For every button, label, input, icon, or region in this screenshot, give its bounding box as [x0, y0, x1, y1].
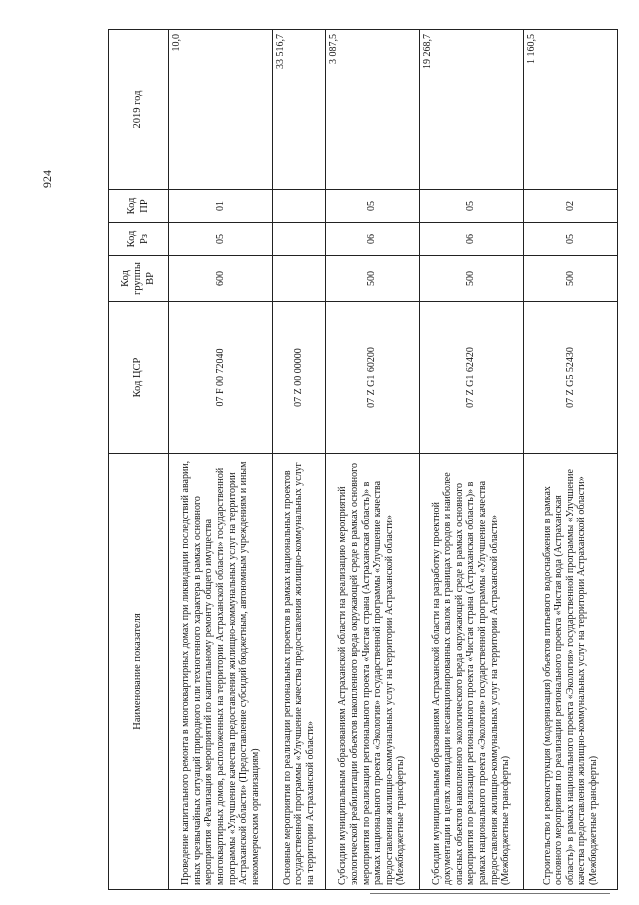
header-rz: Код Рз — [109, 223, 169, 256]
row-value: 3 087,5 — [325, 30, 419, 190]
budget-table — [108, 29, 618, 890]
header-name: Наименование показателя — [109, 454, 169, 890]
row-rz: 06 — [325, 223, 419, 256]
row-rz — [273, 223, 325, 256]
row-name: Субсидии муниципальным образованиям Астраханской области на реализацию мероприятий экологической реабилитации объектов накопленного вреда окружающей среде в рамках основного мероприятия по реализации регионального проекта «Чистая страна (Астраханская область)» в рамках национального проекта «Экология» государственной программы «Улучшение качества предоставления жилищно-коммунальных услуг на территории Астраханской области» (Межбюджетные трансферты) — [325, 454, 419, 890]
row-csr: 07 F 00 72040 — [169, 302, 273, 454]
table-header-row — [109, 30, 169, 890]
page-number: 924 — [40, 170, 54, 188]
row-csr: 07 Z G1 60200 — [325, 302, 419, 454]
row-value: 19 268,7 — [419, 30, 523, 190]
scan-edge-line — [370, 893, 610, 894]
header-vr: Код группы ВР — [109, 256, 169, 302]
row-vr: 600 — [169, 256, 273, 302]
row-name: Основные мероприятия по реализации региональных проектов в рамках национальных проектов государственной программы «Улучшение качества предоставления жилищно-коммунальных услуг на территории Астраханской области» — [273, 454, 325, 890]
header-csr: Код ЦСР — [109, 302, 169, 454]
rotated-table-page — [108, 30, 618, 890]
row-vr: 500 — [419, 256, 523, 302]
row-rz: 05 — [523, 223, 617, 256]
row-csr: 07 Z G1 62420 — [419, 302, 523, 454]
row-pr — [273, 190, 325, 223]
row-pr: 02 — [523, 190, 617, 223]
row-csr: 07 Z G5 52430 — [523, 302, 617, 454]
row-name: Проведение капитального ремонта в многоквартирных домах при ликвидации последствий аварии, иных чрезвычайных ситуаций природного или техногенного характера в рамках основного мероприятия «Реализация мероприятий по капитальному ремонту общего имущества многоквартирных домов, расположенных на территории Астраханской области» государственной программы «Улучшение качества предоставления жилищно-коммунальных услуг на территории Астраханской области» (Предоставление субсидий бюджетным, автономным учреждениям и иным некоммерческим организациям) — [169, 454, 273, 890]
table-row — [523, 30, 617, 890]
row-name: Субсидии муниципальным образованиям Астраханской области на разработку проектной документации в целях ликвидации несанкционированных свалок в границах городов и наиболее опасных объектов накопленного экологического вреда окружающей среде в рамках основного мероприятия по реализации регионального проекта «Чистая страна (Астраханская область)» в рамках национального проекта «Экология» государственной программы «Улучшение качества предоставления жилищно-коммунальных услуг на территории Астраханской области» (Межбюджетные трансферты) — [419, 454, 523, 890]
table-row — [419, 30, 523, 890]
table-row — [325, 30, 419, 890]
row-name: Строительство и реконструкция (модернизация) объектов питьевого водоснабжения в рамках основного мероприятия по реализации регионального проекта «Чистая вода (Астраханская область)» в рамках национального проекта «Экология» государственной программы «Улучшение качества предоставления жилищно-коммунальных услуг на территории Астраханской области» (Межбюджетные трансферты) — [523, 454, 617, 890]
row-pr: 05 — [419, 190, 523, 223]
row-rz: 06 — [419, 223, 523, 256]
table-row — [169, 30, 273, 890]
header-year: 2019 год — [109, 30, 169, 190]
header-pr: Код ПР — [109, 190, 169, 223]
row-vr: 500 — [523, 256, 617, 302]
row-value: 33 516,7 — [273, 30, 325, 190]
table-row — [273, 30, 325, 890]
row-rz: 05 — [169, 223, 273, 256]
row-csr: 07 Z 00 00000 — [273, 302, 325, 454]
row-vr — [273, 256, 325, 302]
row-value: 1 160,5 — [523, 30, 617, 190]
row-pr: 05 — [325, 190, 419, 223]
row-pr: 01 — [169, 190, 273, 223]
row-value: 10,0 — [169, 30, 273, 190]
row-vr: 500 — [325, 256, 419, 302]
